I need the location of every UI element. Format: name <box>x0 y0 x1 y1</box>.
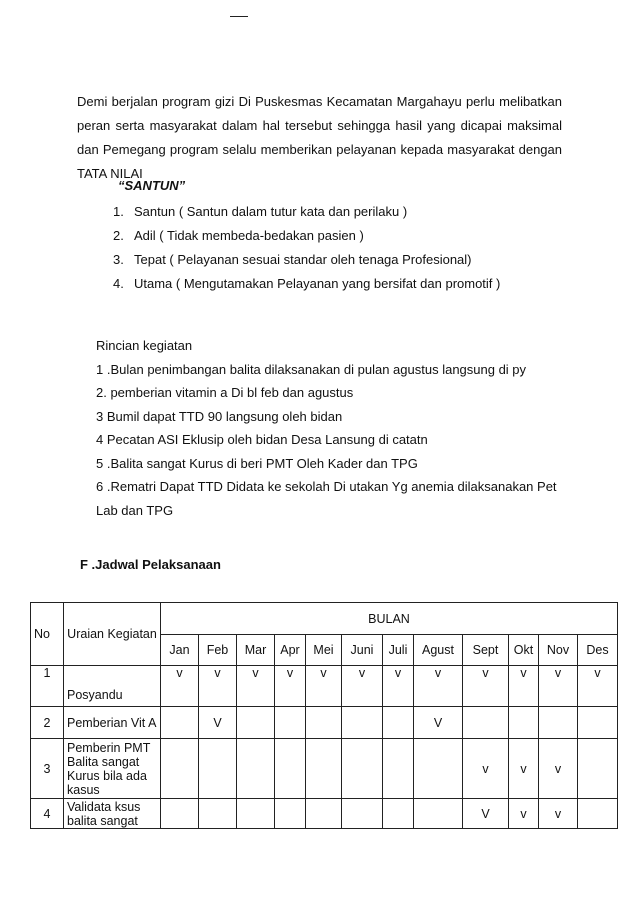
table-row <box>31 739 618 799</box>
row-no: 3 <box>31 739 64 799</box>
row-mark: v <box>509 666 539 707</box>
rincian-item: 5 .Balita sangat Kurus di beri PMT Oleh Kader dan TPG <box>96 455 418 471</box>
month-apr: Apr <box>275 635 306 666</box>
row-uraian: Pemberin PMT Balita sangat Kurus bila ada kasus <box>64 739 161 799</box>
row-mark <box>199 739 237 799</box>
row-mark: v <box>161 666 199 707</box>
table-row <box>31 799 618 829</box>
value-item <box>113 200 500 224</box>
row-mark <box>383 739 414 799</box>
row-mark: V <box>463 799 509 829</box>
rincian-item: 4 Pecatan ASI Eklusip oleh bidan Desa Lansung di catatn <box>96 432 428 447</box>
row-mark: v <box>539 799 578 829</box>
row-mark: v <box>199 666 237 707</box>
row-mark <box>275 707 306 739</box>
month-okt: Okt <box>509 635 539 666</box>
value-text: Santun ( Santun dalam tutur kata dan perilaku ) <box>134 204 408 219</box>
month-des: Des <box>578 635 618 666</box>
row-mark <box>509 707 539 739</box>
row-uraian: Pemberian Vit A <box>64 707 161 739</box>
value-number: 4. <box>113 276 124 291</box>
row-mark <box>237 707 275 739</box>
row-mark <box>578 739 618 799</box>
row-mark <box>578 799 618 829</box>
top-rule <box>230 16 248 17</box>
row-mark <box>578 707 618 739</box>
value-number: 1. <box>113 204 124 219</box>
intro-line-2: peran serta masyarakat dalam hal tersebut sehingga hasil yang dicapai maksimal <box>77 118 562 133</box>
month-nov: Nov <box>539 635 578 666</box>
month-mei: Mei <box>306 635 342 666</box>
rincian-item: 2. pemberian vitamin a Di bl feb dan agustus <box>96 385 354 400</box>
row-mark <box>161 707 199 739</box>
table-row <box>31 707 618 739</box>
row-mark <box>275 799 306 829</box>
row-uraian: Validata ksus balita sangat <box>64 799 161 829</box>
table-row <box>31 666 618 707</box>
row-mark: v <box>509 739 539 799</box>
value-number: 2. <box>113 228 124 243</box>
row-mark <box>306 799 342 829</box>
row-mark: v <box>509 799 539 829</box>
row-mark: v <box>463 666 509 707</box>
row-mark <box>342 707 383 739</box>
row-mark: v <box>306 666 342 707</box>
row-mark: v <box>414 666 463 707</box>
header-bulan: BULAN <box>161 603 618 635</box>
row-mark: V <box>414 707 463 739</box>
row-mark: v <box>275 666 306 707</box>
row-mark <box>237 739 275 799</box>
value-text: Adil ( Tidak membeda-bedakan pasien ) <box>134 228 364 243</box>
row-mark: V <box>199 707 237 739</box>
row-mark <box>342 799 383 829</box>
santun-heading: “SANTUN” <box>118 178 186 193</box>
row-mark: v <box>539 666 578 707</box>
row-mark: v <box>237 666 275 707</box>
row-mark <box>237 799 275 829</box>
row-mark <box>414 739 463 799</box>
month-sept: Sept <box>463 635 509 666</box>
row-mark <box>383 707 414 739</box>
rincian-item: 6 .Rematri Dapat TTD Didata ke sekolah Di utakan Yg anemia dilaksanakan Pet <box>96 479 557 494</box>
row-no: 2 <box>31 707 64 739</box>
header-no: No <box>31 603 64 666</box>
rincian-section <box>96 334 562 522</box>
value-item <box>113 224 500 248</box>
month-feb: Feb <box>199 635 237 666</box>
schedule-table <box>30 602 618 829</box>
row-mark: v <box>383 666 414 707</box>
row-uraian: Posyandu <box>64 666 161 707</box>
month-agust: Agust <box>414 635 463 666</box>
intro-paragraph <box>77 90 562 186</box>
intro-line-3: dan Pemegang program selalu memberikan pelayanan kepada masyarakat dengan <box>77 142 562 157</box>
rincian-item: 1 .Bulan penimbangan balita dilaksanakan di pulan agustus langsung di py <box>96 361 527 377</box>
values-list <box>113 200 500 296</box>
row-no: 4 <box>31 799 64 829</box>
row-mark <box>539 707 578 739</box>
row-mark <box>306 739 342 799</box>
header-uraian: Uraian Kegiatan <box>64 603 161 666</box>
month-juli: Juli <box>383 635 414 666</box>
value-text: Utama ( Mengutamakan Pelayanan yang bersifat dan promotif ) <box>134 276 501 291</box>
jadwal-heading: F .Jadwal Pelaksanaan <box>80 557 221 572</box>
row-mark <box>275 739 306 799</box>
row-mark <box>161 799 199 829</box>
row-mark: v <box>539 739 578 799</box>
month-jan: Jan <box>161 635 199 666</box>
row-no: 1 <box>31 666 64 707</box>
row-mark <box>383 799 414 829</box>
rincian-item: 3 Bumil dapat TTD 90 langsung oleh bidan <box>96 408 343 424</box>
table-header-row <box>31 603 618 635</box>
value-item <box>113 248 500 272</box>
month-mar: Mar <box>237 635 275 666</box>
row-mark <box>161 739 199 799</box>
month-juni: Juni <box>342 635 383 666</box>
value-item <box>113 272 500 296</box>
row-mark: v <box>342 666 383 707</box>
rincian-title: Rincian kegiatan <box>96 338 193 353</box>
row-mark <box>414 799 463 829</box>
row-mark: v <box>463 739 509 799</box>
row-mark <box>342 739 383 799</box>
value-number: 3. <box>113 252 124 267</box>
rincian-item: Lab dan TPG <box>96 502 174 518</box>
intro-line-4: TATA NILAI <box>77 166 143 181</box>
row-mark <box>306 707 342 739</box>
value-text: Tepat ( Pelayanan sesuai standar oleh tenaga Profesional) <box>134 252 472 267</box>
row-mark: v <box>578 666 618 707</box>
row-mark <box>199 799 237 829</box>
row-mark <box>463 707 509 739</box>
intro-line-1: Demi berjalan program gizi Di Puskesmas Kecamatan Margahayu perlu melibatkan <box>77 94 562 109</box>
